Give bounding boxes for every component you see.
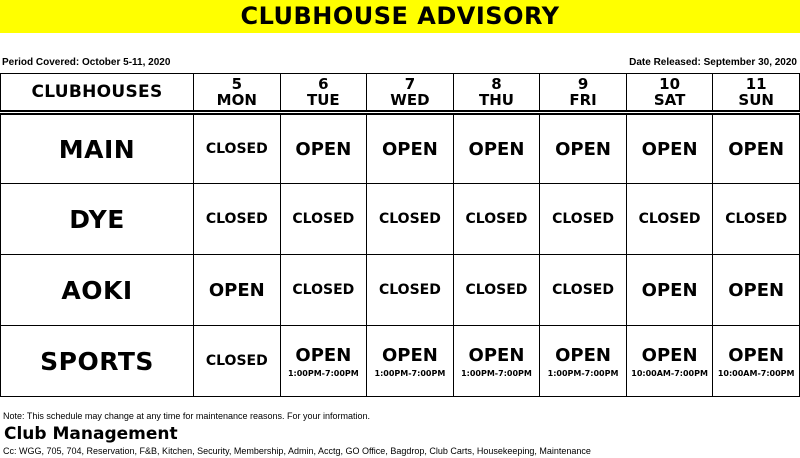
status-cell [280,255,367,326]
status-cell [280,326,367,397]
day-header [713,74,800,113]
clubhouse-name: MAIN [1,113,194,184]
hours-text: 1:00PM-7:00PM [547,368,619,378]
status-text: CLOSED [292,211,355,227]
status-cell [367,255,454,326]
day-number: 5 [231,74,242,93]
status-text: OPEN [468,138,525,160]
status-text: CLOSED [725,211,788,227]
day-name: WED [390,90,430,109]
day-header [280,74,367,113]
status-text: CLOSED [378,211,441,227]
status-text: OPEN [555,344,611,366]
day-name: MON [216,90,257,109]
day-name: TUE [307,90,340,109]
day-number: 9 [577,74,589,93]
status-cell [626,113,713,184]
status-text: CLOSED [552,211,614,227]
status-cell [626,326,713,397]
status-cell [713,255,800,326]
status-text: OPEN [641,138,698,160]
status-cell [194,326,281,397]
status-cell [626,255,713,326]
day-number: 11 [745,74,767,93]
status-text: OPEN [468,344,525,366]
day-name: FRI [569,90,597,109]
status-text: CLOSED [552,282,614,298]
advisory-title: CLUBHOUSE ADVISORY [240,2,560,30]
status-cell [713,113,800,184]
day-header [194,74,281,113]
clubhouse-row [1,113,800,184]
status-text: CLOSED [205,353,268,369]
clubhouse-row [1,326,800,397]
status-cell [453,326,540,397]
schedule-body [1,113,800,397]
clubhouse-name: AOKI [1,255,194,326]
header-row [1,74,800,113]
period-covered: Period Covered: October 5-11, 2020 [2,57,171,68]
status-text: CLOSED [638,211,701,227]
clubhouse-row [1,184,800,255]
status-text: CLOSED [378,282,441,298]
status-cell [194,113,281,184]
day-name: SUN [738,90,774,109]
status-text: OPEN [208,279,265,301]
status-cell [367,113,454,184]
status-text: OPEN [555,138,611,160]
status-text: OPEN [295,344,352,366]
advisory-banner [0,0,800,33]
status-cell [626,184,713,255]
status-text: OPEN [728,344,785,366]
status-text: CLOSED [205,211,268,227]
day-header [540,74,627,113]
day-name: SAT [653,90,686,109]
status-cell [367,184,454,255]
day-number: 7 [404,74,416,93]
status-cell [540,184,627,255]
status-cell [453,113,540,184]
status-text: OPEN [641,344,698,366]
status-cell [194,184,281,255]
status-cell [540,326,627,397]
status-cell [367,326,454,397]
clubhouses-header: CLUBHOUSES [1,74,194,113]
status-cell [453,184,540,255]
status-text: CLOSED [292,282,355,298]
cc-list: Cc: WGG, 705, 704, Reservation, F&B, Kitchen, Security, Membership, Admin, Acctg, GO Office, Bagdrop, Club Carts, Housekeeping, Maintenance [3,446,591,456]
day-number: 8 [491,74,502,93]
date-released: Date Released: September 30, 2020 [629,57,797,68]
clubhouse-name: DYE [1,184,194,255]
hours-text: 1:00PM-7:00PM [461,368,532,378]
day-header [367,74,454,113]
status-text: CLOSED [205,141,268,157]
status-text: OPEN [381,138,438,160]
day-name: THU [478,90,514,109]
clubhouse-row [1,255,800,326]
day-header [453,74,540,113]
hours-text: 10:00AM-7:00PM [717,368,795,378]
hours-text: 1:00PM-7:00PM [374,368,446,378]
status-text: OPEN [381,344,438,366]
day-number: 10 [659,74,681,93]
day-number: 6 [318,74,329,93]
status-text: CLOSED [465,211,528,227]
status-cell [713,184,800,255]
status-cell [540,255,627,326]
schedule-note: Note: This schedule may change at any time for maintenance reasons. For your information. [3,411,371,421]
hours-text: 10:00AM-7:00PM [631,368,708,378]
status-cell [280,113,367,184]
status-cell [453,255,540,326]
status-text: OPEN [728,138,785,160]
status-text: OPEN [728,279,785,301]
status-text: CLOSED [465,282,528,298]
status-text: OPEN [641,279,698,301]
schedule-table [0,73,800,397]
status-cell [540,113,627,184]
clubhouse-name: SPORTS [1,326,194,397]
hours-text: 1:00PM-7:00PM [287,368,359,378]
status-cell [280,184,367,255]
status-text: OPEN [295,138,352,160]
status-cell [713,326,800,397]
signoff: Club Management [4,424,178,444]
status-cell [194,255,281,326]
day-header [626,74,713,113]
